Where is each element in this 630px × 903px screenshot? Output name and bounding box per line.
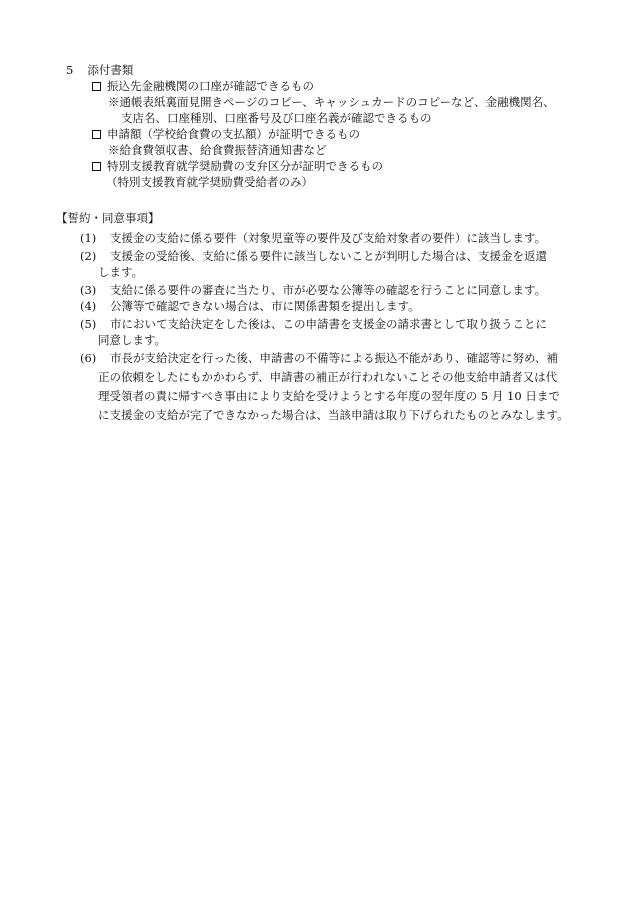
pledge-item [80, 248, 547, 264]
pledge-item-number: (6) [80, 351, 97, 365]
pledge-item-text: 支給に係る要件の審査に当たり、市が必要な公簿等の確認を行うことに同意します。 [110, 283, 547, 297]
pledge-item-number: (5) [80, 317, 97, 331]
section-number: 5 [66, 63, 74, 77]
checkbox-icon [92, 130, 101, 139]
pledge-item [80, 282, 546, 298]
pledge-item-text: 支援金の支給に係る要件（対象児童等の要件及び支給対象者の要件）に該当します。 [110, 231, 547, 245]
attachment-note: （特別支援教育就学奨励費受給者のみ） [106, 175, 313, 189]
attachment-label: 申請額（学校給食費の支払額）が証明できるもの [107, 127, 360, 141]
pledge-item-text: 支援金の受給後、支給に係る要件に該当しないことが判明した場合は、支援金を返還 [110, 249, 547, 263]
pledge-item-number: (1) [80, 231, 97, 245]
attachment-note: ※通帳表紙裏面見開きページのコピー、キャッシュカードのコピーなど、金融機関名、 [108, 95, 555, 109]
attachment-note: 支店名、口座種別、口座番号及び口座名義が確認できるもの [121, 111, 432, 125]
pledge-item-number: (3) [80, 283, 97, 297]
pledge-item-text-cont: 理受領者の責に帰すべき事由により支給を受けようとする年度の翌年度の 5 月 10 日まで [98, 389, 560, 403]
pledge-item-number: (2) [80, 249, 97, 263]
attachment-note: ※給食費領収書、給食費振替済通知書など [108, 143, 327, 157]
pledge-item-text-cont: します。 [98, 265, 144, 279]
pledge-item-text-cont: に支援金の支給が完了できなかった場合は、当該申請は取り下げられたものとみなします。 [98, 408, 569, 422]
attachment-label: 特別支援教育就学奨励費の支弁区分が証明できるもの [107, 159, 383, 173]
pledge-heading: 【誓約・同意事項】 [56, 211, 160, 225]
checkbox-icon [92, 82, 101, 91]
pledge-item-text-cont: 正の依頼をしたにもかかわらず、申請書の補正が行われないことその他支給申請者又は代 [98, 370, 558, 384]
pledge-item-number: (4) [80, 299, 97, 313]
pledge-item-text: 市において支給決定をした後は、この申請書を支援金の請求書として取り扱うことに [110, 317, 547, 331]
pledge-item-text: 公簿等で確認できない場合は、市に関係書類を提出します。 [110, 299, 420, 313]
pledge-item [80, 316, 547, 332]
pledge-item [80, 350, 558, 366]
attachment-item-application-amount [92, 126, 360, 142]
section-title: 添付書類 [87, 63, 134, 77]
pledge-item [80, 298, 420, 314]
attachment-item-bank-account [92, 78, 314, 94]
pledge-item-text: 市長が支給決定を行った後、申請書の不備等による振込不能があり、確認等に努め、補 [110, 351, 559, 365]
attachment-item-special-support [92, 158, 383, 174]
attachment-label: 振込先金融機関の口座が確認できるもの [107, 79, 314, 93]
section-5-header [66, 62, 133, 78]
pledge-item-text-cont: 同意します。 [98, 333, 167, 347]
checkbox-icon [92, 162, 101, 171]
pledge-item [80, 230, 546, 246]
